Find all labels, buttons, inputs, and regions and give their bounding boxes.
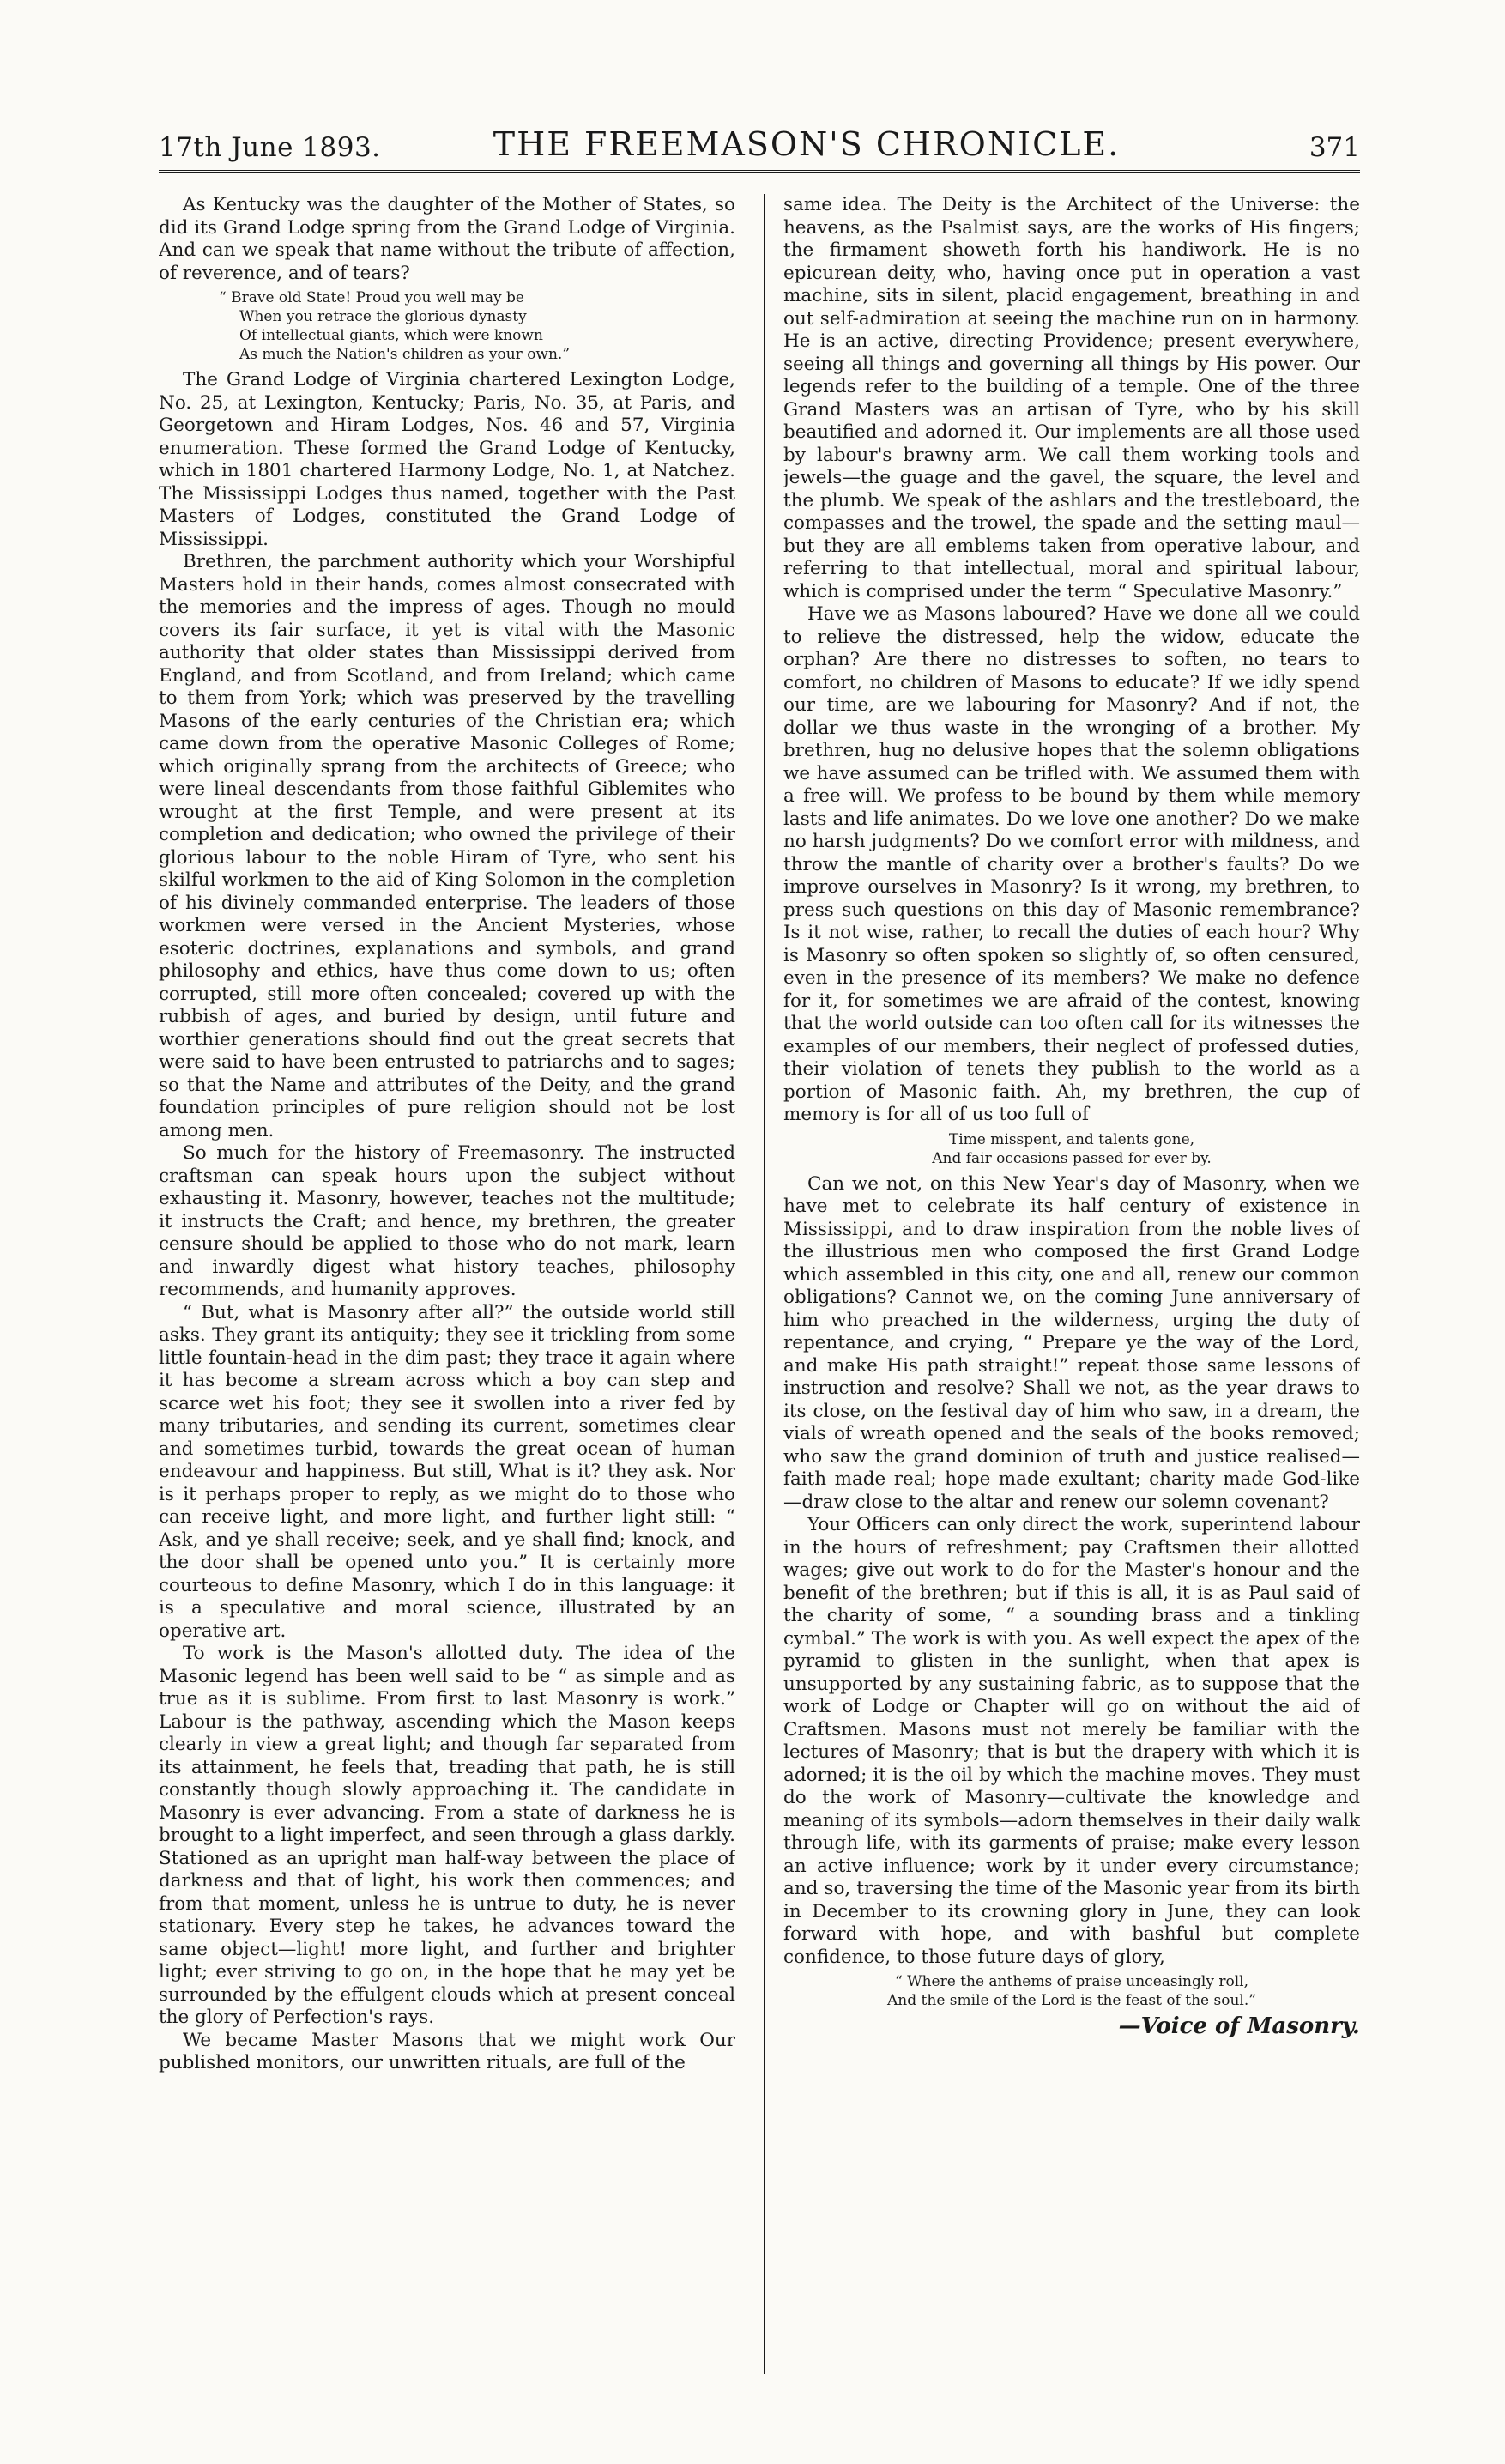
- paragraph: The Grand Lodge of Virginia chartered Lexington Lodge, No. 25, at Lexington, Kentucky; Paris, No. 35, at Paris, and Georgetown and Hiram Lodges, Nos. 46 and 57, Virginia enumeration. These formed the Grand Lodge of Kentucky, which in 1801 chartered Harmony Lodge, No. 1, at Natchez. The Mississippi Lodges thus named, together with the Past Masters of Lodges, constituted the Grand Lodge of Mississippi.: [159, 369, 735, 550]
- verse-line: As much the Nation's children as your own.”: [239, 346, 571, 363]
- paragraph: So much for the history of Freemasonry. The instructed craftsman can speak hours upon the subject without exhausting it. Masonry, however, teaches not the multitude; it instructs the Craft; and hence, my brethren, the greater censure should be applied to those who do not mark, learn and inwardly digest what history teaches, philosophy recommends, and humanity approves.: [159, 1142, 735, 1300]
- paragraph: same idea. The Deity is the Architect of the Universe: the heavens, as the Psalmist says, are the works of His fingers; the firmament showeth forth his handiwork. He is no epicurean deity, who, having once put in operation a vast machine, sits in silent, placid engagement, breathing in and out self-admiration at seeing the machine run on in harmony. He is an active, directing Providence; present everywhere, seeing all things and governing all things by His power. Our legends refer to the building of a temple. One of the three Grand Masters was an artisan of Tyre, who by his skill beautified and adorned it. Our implements are all those used by labour's brawny arm. We call them working tools and jewels—the guage and the gavel, the square, the level and the plumb. We speak of the ashlars and the trestleboard, the compasses and the trowel, the spade and the setting maul—but they are all emblems taken from operative labour, and referring to that intellectual, moral and spiritual labour, which is comprised under the term “ Speculative Masonry.”: [783, 194, 1360, 602]
- verse-quote: [783, 1972, 1360, 2010]
- paragraph: To work is the Mason's allotted duty. The idea of the Masonic legend has been well said to be “ as simple and as true as it is sublime. From first to last Masonry is work.” Labour is the pathway, ascending which the Mason keeps clearly in view a great light; and though far separated from its attainment, he feels that, treading that path, he is still constantly though slowly approaching it. The candidate in Masonry is ever advancing. From a state of darkness he is brought to a light imperfect, and seen through a glass darkly. Stationed as an upright man half-way between the place of darkness and that of light, his work then commences; and from that moment, unless he is untrue to duty, he is never stationary. Every step he takes, he advances toward the same object—light! more light, and further and brighter light; ever striving to go on, in the hope that he may yet be surrounded by the effulgent clouds which at present conceal the glory of Perfection's rays.: [159, 1643, 735, 2028]
- verse-line: And fair occasions passed for ever by.: [932, 1149, 1212, 1167]
- verse-quote: [783, 1130, 1360, 1168]
- paragraph: Can we not, on this New Year's day of Masonry, when we have met to celebrate its half century of existence in Mississippi, and to draw inspiration from the noble lives of the illustrious men who composed the first Grand Lodge which assembled in this city, one and all, renew our common obligations? Cannot we, on the coming June anniversary of him who preached in the wilderness, urging the duty of repentance, and crying, “ Prepare ye the way of the Lord, and make His path straight!” repeat those same lessons of instruction and resolve? Shall we not, as the year draws to its close, on the festival day of him who saw, in a dream, the vials of wreath opened and the seals of the books removed; who saw the grand dominion of truth and justice realised—faith made real; hope made exultant; charity made God-like—draw close to the altar and renew our solemn covenant?: [783, 1172, 1360, 1513]
- masthead-rule: [159, 170, 1360, 173]
- verse-line: “ Where the anthems of praise unceasingly roll,: [895, 1973, 1248, 1990]
- issue-date: 17th June 1893.: [159, 132, 381, 163]
- verse-line: Of intellectual giants, which were known: [239, 327, 543, 344]
- paragraph: “ But, what is Masonry after all?” the outside world still asks. They grant its antiquity; they see it trickling from some little fountain-head in the dim past; they trace it again where it has become a stream across which a boy can step and scarce wet his foot; they see it swollen into a river fed by many tributaries, and sending its current, sometimes clear and sometimes turbid, towards the great ocean of human endeavour and happiness. But still, What is it? they ask. Nor is it perhaps proper to reply, as we might do to those who can receive light, and more light, and further light still: “ Ask, and ye shall receive; seek, and ye shall find; knock, and the door shall be opened unto you.” It is certainly more courteous to define Masonry, which I do in this language: it is a speculative and moral science, illustrated by an operative art.: [159, 1301, 735, 1642]
- masthead: [159, 118, 1360, 163]
- verse-line: When you retrace the glorious dynasty: [239, 308, 527, 325]
- publication-title: THE FREEMASON'S CHRONICLE.: [493, 125, 1121, 163]
- page-number: 371: [1309, 132, 1360, 163]
- paragraph: Have we as Masons laboured? Have we done all we could to relieve the distressed, help the widow, educate the orphan? Are there no distresses to soften, no tears to comfort, no children of Masons to educate? If we idly spend our time, are we labouring for Masonry? And if not, the dollar we thus waste in the wronging of a brother. My brethren, hug no delusive hopes that the solemn obligations we have assumed can be trifled with. We assumed them with a free will. We profess to be bound by them while memory lasts and life animates. Do we love one another? Do we make no harsh judgments? Do we comfort error with mildness, and throw the mantle of charity over a brother's faults? Do we improve ourselves in Masonry? Is it wrong, my brethren, to press such questions on this day of Masonic remembrance? Is it not wise, rather, to recall the duties of each hour? Why is Masonry so often spoken so slightly of, so often censured, even in the presence of its members? We make no defence for it, for sometimes we are afraid of the contest, knowing that the world outside can too often call for its witnesses the examples of our members, their neglect of professed duties, their violation of tenets they publish to the world as a portion of Masonic faith. Ah, my brethren, the cup of memory is for all of us too full of: [783, 603, 1360, 1125]
- verse-line: And the smile of the Lord is the feast of the soul.”: [887, 1992, 1256, 2009]
- verse-line: Time misspent, and talents gone,: [948, 1130, 1195, 1148]
- paragraph: Brethren, the parchment authority which your Worshipful Masters hold in their hands, comes almost consecrated with the memories and the impress of ages. Though no mould covers its fair surface, it yet is vital with the Masonic authority that older states than Mississippi derived from England, and from Scotland, and from Ireland; which came to them from York; which was preserved by the travelling Masons of the early centuries of the Christian era; which came down from the operative Masonic Colleges of Rome; which originally sprang from the architects of Greece; who were lineal descendants from those faithful Giblemites who wrought at the first Temple, and were present at its completion and dedication; who owned the privilege of their glorious labour to the noble Hiram of Tyre, who sent his skilful workmen to the aid of King Solomon in the completion of his divinely commanded enterprise. The leaders of those workmen were versed in the Ancient Mysteries, whose esoteric doctrines, explanations and symbols, and grand philosophy and ethics, have thus come down to us; often corrupted, still more often concealed; covered up with the rubbish of ages, and buried by design, until future and worthier generations should find out the great secrets that were said to have been entrusted to patriarchs and to sages; so that the Name and attributes of the Deity, and the grand foundation principles of pure religion should not be lost among men.: [159, 551, 735, 1141]
- verse-quote: [219, 288, 735, 364]
- paragraph: Your Officers can only direct the work, superintend labour in the hours of refreshment; pay Craftsmen their allotted wages; give out work to do for the Master's honour and the benefit of the brethren; but if this is all, it is as Paul said of the charity of some, “ a sounding brass and a tinkling cymbal.” The work is with you. As well expect the apex of the pyramid to glisten in the sunlight, when that apex is unsupported by any sustaining fabric, as to suppose that the work of Lodge or Chapter will go on without the aid of Craftsmen. Masons must not merely be familiar with the lectures of Masonry; that is but the drapery with which it is adorned; it is the oil by which the machine moves. They must do the work of Masonry—cultivate the knowledge and meaning of its symbols—adorn themselves in their daily walk through life, with its garments of praise; make every lesson an active influence; work by it under every circumstance; and so, traversing the time of the Masonic year from its birth in December to its crowning glory in June, they can look forward with hope, and with bashful but complete confidence, to those future days of glory,: [783, 1514, 1360, 1968]
- column-divider: [764, 194, 765, 2374]
- paragraph: We became Master Masons that we might work Our published monitors, our unwritten rituals, are full of the: [159, 2029, 735, 2074]
- verse-line: “ Brave old State! Proud you well may be: [219, 289, 524, 306]
- source-attribution: —Voice of Masonry.: [1118, 2013, 1360, 2039]
- right-column: [783, 194, 1360, 2374]
- left-column: [159, 194, 735, 2374]
- paragraph: As Kentucky was the daughter of the Mother of States, so did its Grand Lodge spring from the Grand Lodge of Virginia. And can we speak that name without the tribute of affection, of reverence, and of tears?: [159, 194, 735, 284]
